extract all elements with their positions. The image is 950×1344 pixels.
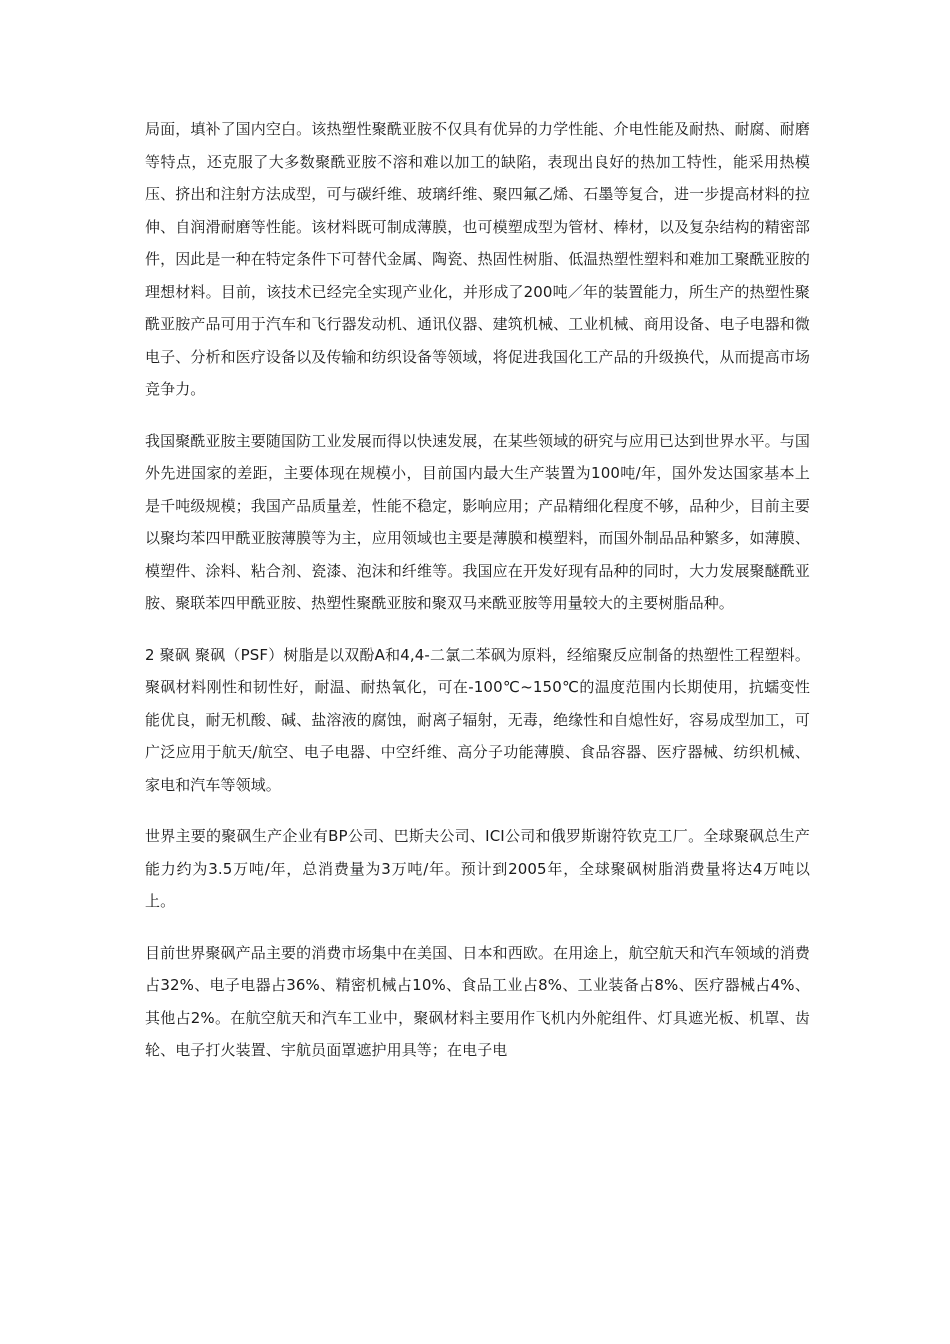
paragraph-polysulfone-intro: 2 聚砜 聚砜（PSF）树脂是以双酚A和4,4-二氯二苯砜为原料，经缩聚反应制备的热塑性工程塑料。聚砜材料刚性和韧性好，耐温、耐热氧化，可在-100℃~150℃的温度范围内长期使用，抗蠕变性能优良，耐无机酸、碱、盐溶液的腐蚀，耐离子辐射，无毒，绝缘性和自熄性好，容易成型加工，可广泛应用于航天/航空、电子电器、中空纤维、高分子功能薄膜、食品容器、医疗器械、纺织机械、家电和汽车等领域。 bbox=[145, 645, 810, 794]
document-body bbox=[145, 113, 810, 1086]
paragraph-polysulfone-producers: 世界主要的聚砜生产企业有BP公司、巴斯夫公司、ICI公司和俄罗斯谢符钦克工厂。全球聚砜总生产能力约为3.5万吨/年，总消费量为3万吨/年。预计到2005年，全球聚砜树脂消费量将达4万吨以上。 bbox=[145, 827, 810, 910]
paragraph-thermoplastic-polyimide: 局面，填补了国内空白。该热塑性聚酰亚胺不仅具有优异的力学性能、介电性能及耐热、耐腐、耐磨等特点，还克服了大多数聚酰亚胺不溶和难以加工的缺陷，表现出良好的热加工特性，能采用热模压、挤出和注射方法成型，可与碳纤维、玻璃纤维、聚四氟乙烯、石墨等复合，进一步提高材料的拉伸、自润滑耐磨等性能。该材料既可制成薄膜，也可模塑成型为管材、棒材，以及复杂结构的精密部件，因此是一种在特定条件下可替代金属、陶瓷、热固性树脂、低温热塑性塑料和难加工聚酰亚胺的理想材料。目前，该技术已经完全实现产业化，并形成了200吨／年的装置能力，所生产的热塑性聚酰亚胺产品可用于汽车和飞行器发动机、通讯仪器、建筑机械、工业机械、商用设备、电子电器和微电子、分析和医疗设备以及传输和纺织设备等领域，将促进我国化工产品的升级换代，从而提高市场竞争力。 bbox=[145, 120, 810, 398]
paragraph-domestic-polyimide-status: 我国聚酰亚胺主要随国防工业发展而得以快速发展，在某些领域的研究与应用已达到世界水平。与国外先进国家的差距，主要体现在规模小，目前国内最大生产装置为100吨/年，国外发达国家基本上是千吨级规模；我国产品质量差，性能不稳定，影响应用；产品精细化程度不够，品种少，目前主要以聚均苯四甲酰亚胺薄膜等为主，应用领域也主要是薄膜和模塑料，而国外制品品种繁多，如薄膜、模塑件、涂料、粘合剂、瓷漆、泡沫和纤维等。我国应在开发好现有品种的同时，大力发展聚醚酰亚胺、聚联苯四甲酰亚胺、热塑性聚酰亚胺和聚双马来酰亚胺等用量较大的主要树脂品种。 bbox=[145, 431, 810, 612]
paragraph-polysulfone-consumption: 目前世界聚砜产品主要的消费市场集中在美国、日本和西欧。在用途上，航空航天和汽车领域的消费占32%、电子电器占36%、精密机械占10%、食品工业占8%、工业装备占8%、医疗器械占4%、其他占2%。在航空航天和汽车工业中，聚砜材料主要用作飞机内外舵组件、灯具遮光板、机罩、齿轮、电子打火装置、宇航员面罩遮护用具等；在电子电 bbox=[145, 943, 810, 1059]
